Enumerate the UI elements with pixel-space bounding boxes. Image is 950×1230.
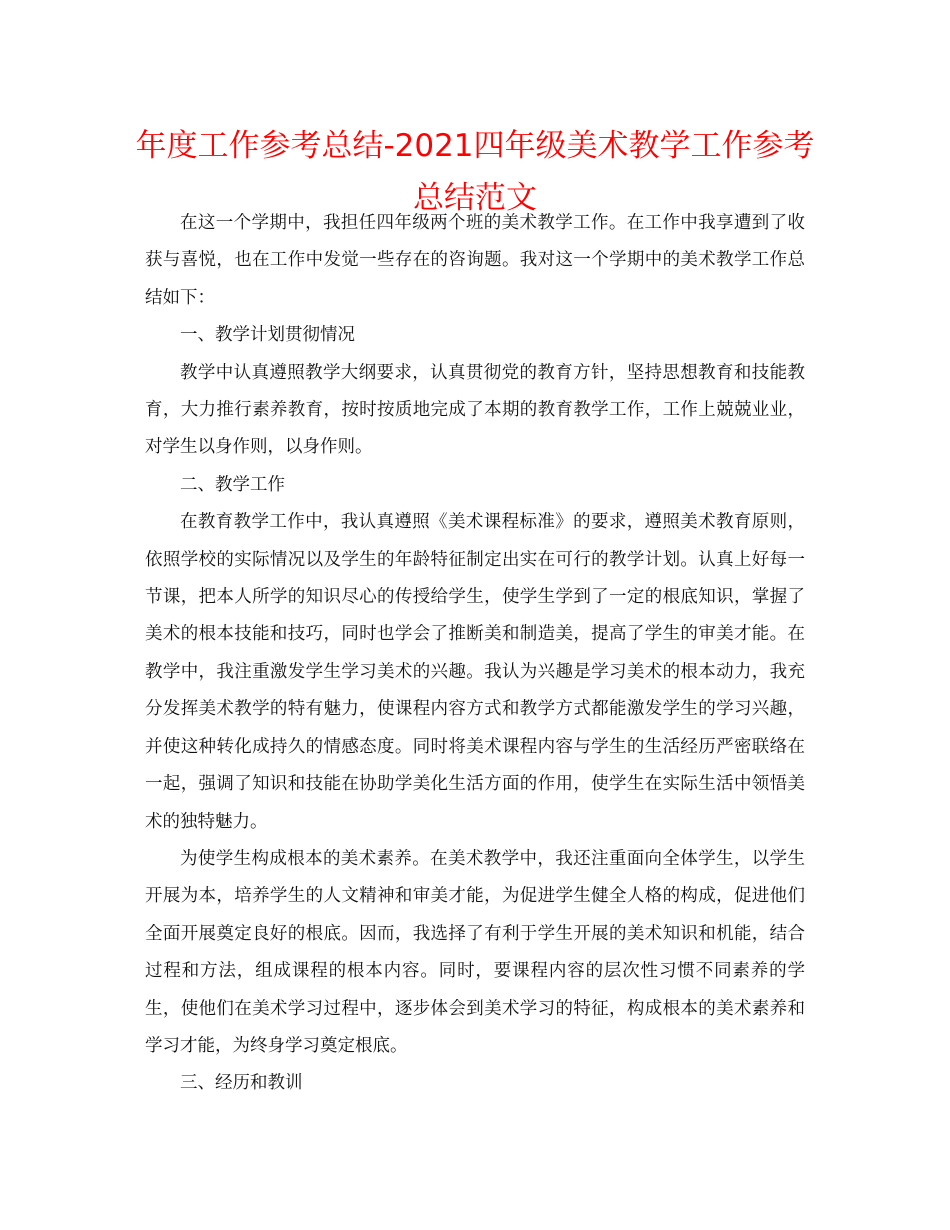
section-heading-1: 一、教学计划贯彻情况 [180, 325, 355, 346]
paragraph-section-2a: 在教育教学工作中，我认真遵照《美术课程标准》的要求，遵照美术教育原则，依照学校的实际情况以及学生的年龄特征制定出实在可行的教学计划。认真上好每一节课，把本人所学的知识尽心的传授给学生，使学生学到了一定的根底知识，掌握了美术的根本技能和技巧，同时也学会了推断美和制造美，提高了学生的审美才能。在教学中，我注重激发学生学习美术的兴趣。我认为兴趣是学习美术的根本动力，我充分发挥美术教学的特有魅力，使课程内容方式和教学方式都能激发学生的学习兴趣，并使这种转化成持久的情感态度。同时将美术课程内容与学生的生活经历严密联络在一起，强调了知识和技能在协助学美化生活方面的作用，使学生在实际生活中领悟美术的独特魅力。 [145, 512, 805, 832]
section-heading-3: 三、经历和教训 [180, 1073, 303, 1094]
paragraph-intro: 在这一个学期中，我担任四年级两个班的美术教学工作。在工作中我享遭到了收获与喜悦，也在工作中发觉一些存在的咨询题。我对这一个学期中的美术教学工作总结如下： [145, 213, 805, 308]
document-body [145, 205, 805, 1103]
document-title: 年度工作参考总结-2021四年级美术教学工作参考总结范文 [135, 128, 815, 216]
section-heading-2: 二、教学工作 [180, 474, 285, 495]
paragraph-section-1: 教学中认真遵照教学大纲要求，认真贯彻党的教育方针，坚持思想教育和技能教育，大力推行素养教育，按时按质地完成了本期的教育教学工作，工作上兢兢业业，对学生以身作则，以身作则。 [145, 362, 805, 458]
paragraph-section-2b: 为使学生构成根本的美术素养。在美术教学中，我还注重面向全体学生，以学生开展为本，培养学生的人文精神和审美才能，为促进学生健全人格的构成，促进他们全面开展奠定良好的根底。因而，我选择了有利于学生开展的美术知识和机能，结合过程和方法，组成课程的根本内容。同时，要课程内容的层次性习惯不同素养的学生，使他们在美术学习过程中，逐步体会到美术学习的特征，构成根本的美术素养和学习才能，为终身学习奠定根底。 [145, 848, 805, 1056]
